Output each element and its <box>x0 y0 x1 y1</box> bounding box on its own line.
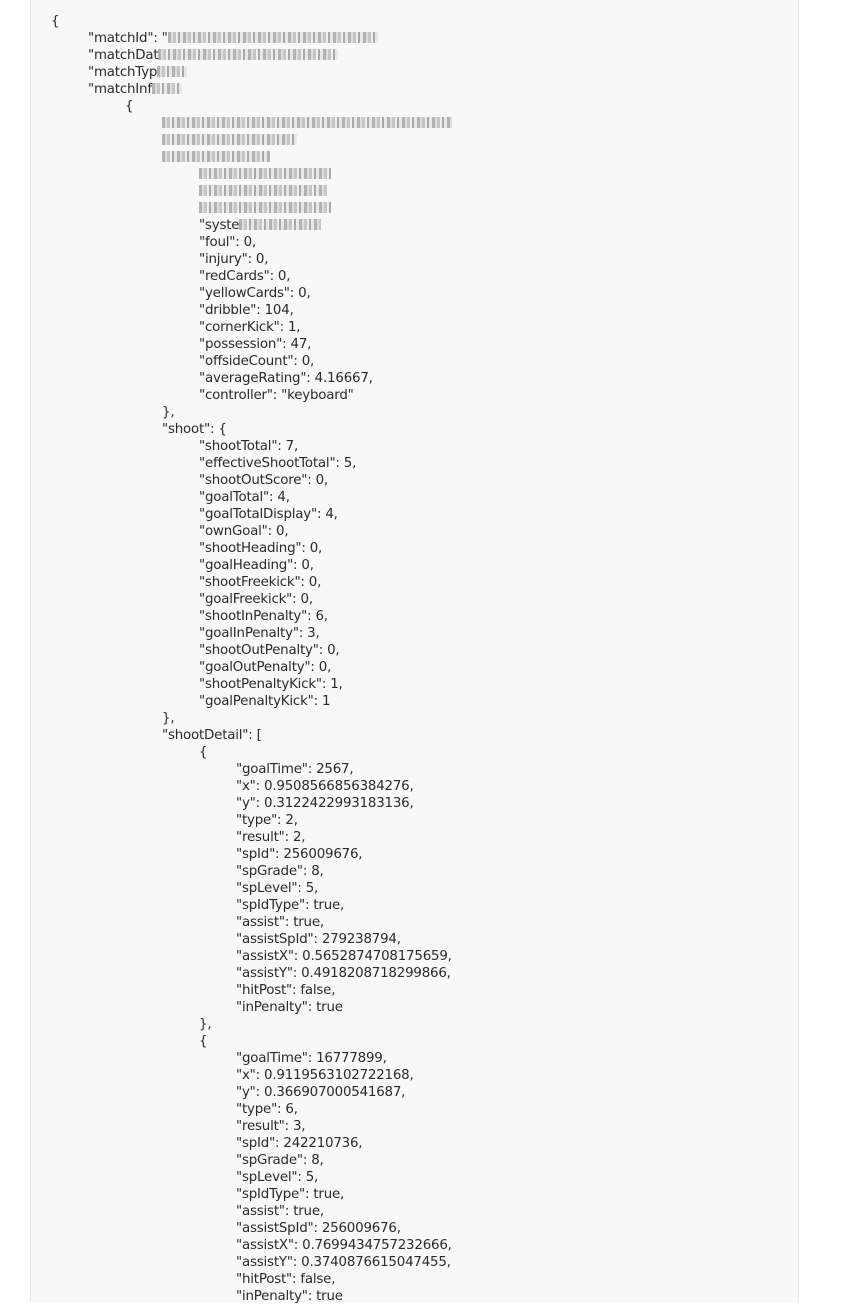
code-line-text: "dribble": 104, <box>199 303 294 318</box>
code-line-text: "hitPost": false, <box>236 1272 336 1287</box>
code-line <box>51 353 452 370</box>
code-line <box>51 1254 452 1271</box>
code-line <box>51 1101 452 1118</box>
code-line-text: "type": 6, <box>236 1102 298 1117</box>
code-line <box>51 1237 452 1254</box>
code-line-text: "possession": 47, <box>199 337 312 352</box>
code-line <box>51 1067 452 1084</box>
redacted-text <box>199 185 327 196</box>
code-line-text: }, <box>162 405 175 420</box>
code-line-text: "spIdType": true, <box>236 1187 345 1202</box>
code-line-text: "shootDetail": [ <box>162 728 262 743</box>
code-line-text: "matchTyp <box>88 65 158 80</box>
code-line <box>51 302 452 319</box>
code-line <box>51 1169 452 1186</box>
code-line-text: "averageRating": 4.16667, <box>199 371 373 386</box>
code-line-text: "spId": 242210736, <box>236 1136 363 1151</box>
code-line-text: "shootTotal": 7, <box>199 439 299 454</box>
code-line <box>51 13 452 30</box>
code-line <box>51 387 452 404</box>
code-line <box>51 1084 452 1101</box>
code-line <box>51 183 452 200</box>
code-line <box>51 217 452 234</box>
code-line-text: { <box>199 1034 208 1049</box>
code-line <box>51 251 452 268</box>
code-line <box>51 965 452 982</box>
code-line-text: "matchInf <box>88 82 152 97</box>
code-line-text: "spGrade": 8, <box>236 864 324 879</box>
code-line <box>51 472 452 489</box>
code-line-text: "result": 2, <box>236 830 306 845</box>
code-line-text: "goalTime": 16777899, <box>236 1051 387 1066</box>
code-line-text: "syste <box>199 218 240 233</box>
code-line <box>51 1288 452 1305</box>
code-line <box>51 370 452 387</box>
code-line <box>51 574 452 591</box>
code-line-text: "y": 0.3122422993183136, <box>236 796 414 811</box>
code-line <box>51 1050 452 1067</box>
redacted-text <box>152 83 182 94</box>
code-line-text: "foul": 0, <box>199 235 256 250</box>
code-line <box>51 64 452 81</box>
code-line-text: "inPenalty": true <box>236 1289 343 1304</box>
code-line <box>51 710 452 727</box>
code-line <box>51 455 452 472</box>
code-line-text: "goalOutPenalty": 0, <box>199 660 332 675</box>
code-line <box>51 625 452 642</box>
code-line <box>51 234 452 251</box>
code-line <box>51 149 452 166</box>
code-line-text: }, <box>162 711 175 726</box>
code-line-text: { <box>125 99 134 114</box>
code-line-text: "spLevel": 5, <box>236 881 319 896</box>
code-line-text: { <box>51 14 60 29</box>
code-line <box>51 829 452 846</box>
code-line-text: "shootHeading": 0, <box>199 541 323 556</box>
code-line-text: "shootFreekick": 0, <box>199 575 322 590</box>
code-line <box>51 591 452 608</box>
code-line <box>51 795 452 812</box>
code-line <box>51 642 452 659</box>
code-line-text: "goalTotal": 4, <box>199 490 290 505</box>
redacted-text <box>162 117 452 128</box>
code-line-text: "controller": "keyboard" <box>199 388 354 403</box>
code-line-text: "result": 3, <box>236 1119 306 1134</box>
code-line <box>51 506 452 523</box>
code-line <box>51 336 452 353</box>
code-line <box>51 897 452 914</box>
code-line <box>51 489 452 506</box>
code-line <box>51 1033 452 1050</box>
code-line-text: }, <box>199 1017 212 1032</box>
code-line-text: "spGrade": 8, <box>236 1153 324 1168</box>
code-line-text: "assistSpId": 279238794, <box>236 932 401 947</box>
code-line <box>51 931 452 948</box>
code-line-text: "shootPenaltyKick": 1, <box>199 677 343 692</box>
code-line <box>51 659 452 676</box>
code-line <box>51 1016 452 1033</box>
code-line <box>51 1118 452 1135</box>
code-line-text: "assist": true, <box>236 1204 324 1219</box>
code-line-text: "assistX": 0.5652874708175659, <box>236 949 452 964</box>
code-line-text: "assistY": 0.3740876615047455, <box>236 1255 451 1270</box>
code-line-text: "type": 2, <box>236 813 298 828</box>
code-line <box>51 540 452 557</box>
redacted-text <box>162 134 297 145</box>
code-line <box>51 523 452 540</box>
code-line-text: "assist": true, <box>236 915 324 930</box>
code-line <box>51 761 452 778</box>
code-line-text: "effectiveShootTotal": 5, <box>199 456 357 471</box>
code-line-text: "injury": 0, <box>199 252 269 267</box>
code-line <box>51 608 452 625</box>
code-line-text: "assistX": 0.7699434757232666, <box>236 1238 452 1253</box>
code-line <box>51 1135 452 1152</box>
redacted-text <box>157 66 187 77</box>
code-line-text: "redCards": 0, <box>199 269 291 284</box>
redacted-text <box>199 202 331 213</box>
json-viewer-panel <box>30 0 799 1302</box>
code-line-text: "ownGoal": 0, <box>199 524 289 539</box>
code-line-text: "goalFreekick": 0, <box>199 592 313 607</box>
code-line-text: "goalInPenalty": 3, <box>199 626 320 641</box>
code-line <box>51 676 452 693</box>
redacted-text <box>162 151 270 162</box>
code-line-text: "y": 0.366907000541687, <box>236 1085 406 1100</box>
code-line-text: "yellowCards": 0, <box>199 286 311 301</box>
code-line <box>51 1271 452 1288</box>
code-line-text: "assistY": 0.4918208718299866, <box>236 966 451 981</box>
code-line-text: "x": 0.9508566856384276, <box>236 779 414 794</box>
code-line <box>51 285 452 302</box>
code-line <box>51 268 452 285</box>
code-line-text: "hitPost": false, <box>236 983 336 998</box>
code-line <box>51 166 452 183</box>
redacted-text <box>199 168 331 179</box>
code-line <box>51 30 452 47</box>
code-line <box>51 421 452 438</box>
code-line <box>51 744 452 761</box>
code-line <box>51 693 452 710</box>
redacted-text <box>158 49 338 60</box>
code-line <box>51 948 452 965</box>
code-line <box>51 1186 452 1203</box>
code-line <box>51 81 452 98</box>
code-line-text: "cornerKick": 1, <box>199 320 301 335</box>
code-line <box>51 1152 452 1169</box>
code-line <box>51 319 452 336</box>
code-line <box>51 557 452 574</box>
code-line-text: "matchDat <box>88 48 159 63</box>
code-line <box>51 438 452 455</box>
code-line <box>51 863 452 880</box>
code-line-text: "spLevel": 5, <box>236 1170 319 1185</box>
code-line <box>51 132 452 149</box>
code-line <box>51 846 452 863</box>
code-line-text: "x": 0.9119563102722168, <box>236 1068 414 1083</box>
code-line <box>51 999 452 1016</box>
code-line <box>51 115 452 132</box>
redacted-text <box>168 32 378 43</box>
code-line <box>51 982 452 999</box>
code-line <box>51 98 452 115</box>
code-line <box>51 1220 452 1237</box>
code-line-text: "assistSpId": 256009676, <box>236 1221 401 1236</box>
code-line <box>51 404 452 421</box>
code-line <box>51 47 452 64</box>
code-line-text: "goalTime": 2567, <box>236 762 354 777</box>
code-line-text: "goalPenaltyKick": 1 <box>199 694 331 709</box>
code-line-text: "matchId": " <box>88 31 168 46</box>
code-line-text: "goalHeading": 0, <box>199 558 314 573</box>
code-line-text: "shootOutPenalty": 0, <box>199 643 340 658</box>
code-line-text: "spIdType": true, <box>236 898 345 913</box>
code-line <box>51 778 452 795</box>
code-line <box>51 812 452 829</box>
code-line <box>51 1203 452 1220</box>
json-code-block <box>51 13 452 1305</box>
code-line-text: "offsideCount": 0, <box>199 354 315 369</box>
code-line <box>51 914 452 931</box>
code-line-text: { <box>199 745 208 760</box>
code-line <box>51 727 452 744</box>
code-line-text: "shoot": { <box>162 422 227 437</box>
redacted-text <box>239 219 321 230</box>
code-line-text: "spId": 256009676, <box>236 847 363 862</box>
code-line <box>51 880 452 897</box>
code-line-text: "shootOutScore": 0, <box>199 473 328 488</box>
code-line-text: "shootInPenalty": 6, <box>199 609 328 624</box>
code-line-text: "goalTotalDisplay": 4, <box>199 507 338 522</box>
code-line-text: "inPenalty": true <box>236 1000 343 1015</box>
code-line <box>51 200 452 217</box>
